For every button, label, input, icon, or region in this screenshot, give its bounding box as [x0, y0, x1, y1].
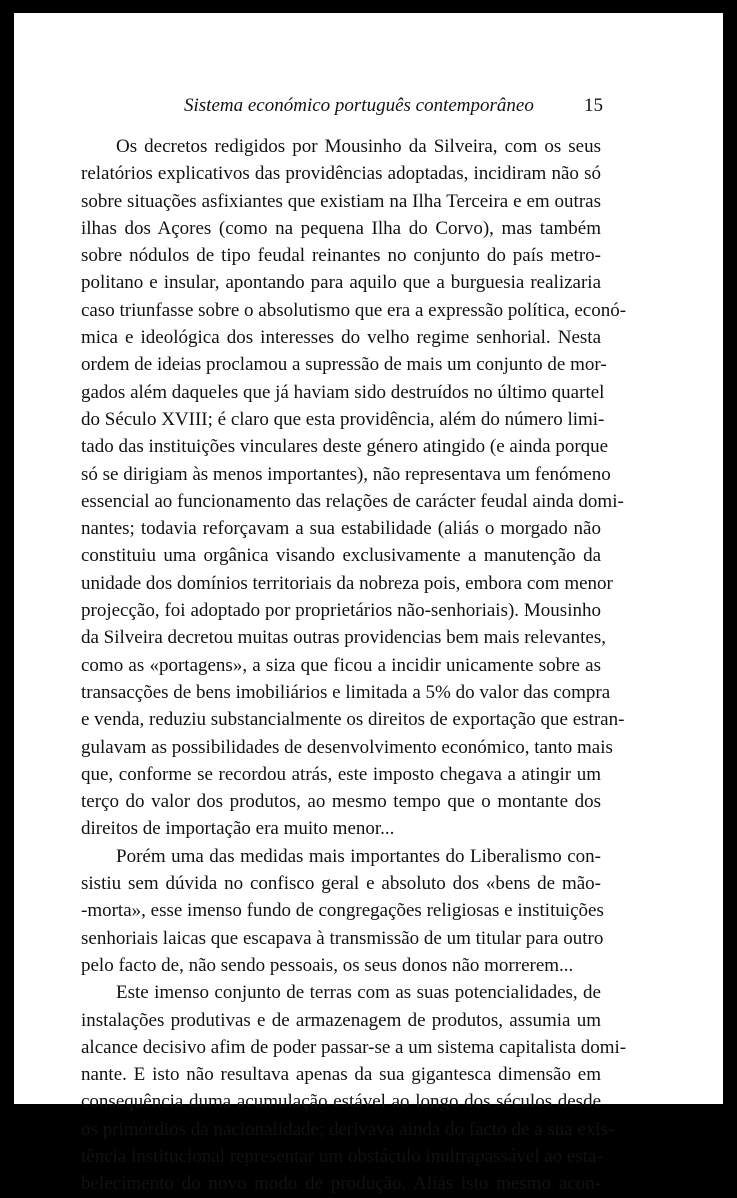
text-line: politano e insular, apontando para aquilo que a burguesia realizaria	[81, 272, 601, 294]
text-line: -morta», esse imenso fundo de congregações religiosas e instituições	[81, 900, 604, 922]
text-line: tência institucional representar um obstáculo inultrapassável ao esta-	[81, 1145, 603, 1167]
text-line: transacções de bens imobiliários e limitada a 5% do valor das compra	[81, 681, 611, 703]
text-line: belecimento do novo modo de produção. Aliás isto mesmo acon-	[81, 1173, 601, 1195]
body-text	[81, 133, 627, 1198]
paragraph-1	[81, 133, 627, 843]
text-line: ordem de ideias proclamou a supressão de mais um conjunto de mor-	[81, 354, 607, 376]
text-line: caso triunfasse sobre o absolutismo que era a expressão política, econó-	[81, 299, 627, 321]
text-line: e venda, reduziu substancialmente os direitos de exportação que estran-	[81, 709, 625, 731]
text-line: sobre situações asfixiantes que existiam na Ilha Terceira e em outras	[81, 190, 601, 212]
text-line: mica e ideológica dos interesses do velho regime senhorial. Nesta	[81, 327, 601, 349]
text-line: nante. E isto não resultava apenas da sua gigantesca dimensão em	[81, 1064, 601, 1086]
text-line: que, conforme se recordou atrás, este imposto chegava a atingir um	[81, 763, 601, 785]
book-page	[14, 13, 723, 1195]
text-line: sistiu sem dúvida no confisco geral e absoluto dos «bens de mão-	[81, 873, 601, 895]
text-line: gados além daqueles que já haviam sido destruídos no último quartel	[81, 381, 605, 403]
text-line: Os decretos redigidos por Mousinho da Silveira, com os seus	[116, 136, 601, 157]
text-line: terço do valor dos produtos, ao mesmo tempo que o montante dos	[81, 791, 601, 813]
text-line: relatórios explicativos das providências adoptadas, incidiram não só	[81, 163, 601, 185]
text-line: como as «portagens», a siza que ficou a incidir unicamente sobre as	[81, 654, 601, 676]
text-line: alcance decisivo afim de poder passar-se a um sistema capitalista domi-	[81, 1036, 627, 1058]
text-line: do Século XVIII; é claro que esta providência, além do número limi-	[81, 408, 605, 430]
text-line: projecção, foi adoptado por proprietários não-senhoriais). Mousinho	[81, 600, 601, 622]
page-number: 15	[584, 95, 603, 116]
text-line: da Silveira decretou muitas outras providencias bem mais relevantes,	[81, 627, 606, 649]
text-line: Este imenso conjunto de terras com as suas potencialidades, de	[116, 982, 601, 1004]
text-line: nantes; todavia reforçavam a sua estabilidade (aliás o morgado não	[81, 518, 601, 540]
text-line: tado das instituições vinculares deste género atingido (e ainda porque	[81, 436, 609, 458]
text-line: sobre nódulos de tipo feudal reinantes no conjunto do país metro-	[81, 245, 601, 267]
text-line: Porém uma das medidas mais importantes do Liberalismo con-	[116, 845, 601, 867]
running-header-title: Sistema económico português contemporâneo	[184, 95, 534, 116]
text-line: gulavam as possibilidades de desenvolvimento económico, tanto mais	[81, 736, 613, 758]
text-line: unidade dos domínios territoriais da nobreza pois, embora com menor	[81, 572, 613, 594]
text-line: constituiu uma orgânica visando exclusivamente a manutenção da	[81, 545, 601, 567]
text-line: direitos de importação era muito menor...	[81, 818, 395, 840]
text-line: senhoriais laicas que escapava à transmissão de um titular para outro	[81, 927, 604, 949]
text-line: consequência duma acumulação estável ao longo dos séculos desde	[81, 1091, 601, 1113]
text-line: ilhas dos Açores (como na pequena Ilha do Corvo), mas também	[81, 217, 601, 239]
paragraph-3	[81, 979, 627, 1197]
text-line: instalações produtivas e de armazenagem de produtos, assumia um	[81, 1009, 601, 1031]
text-line: essencial ao funcionamento das relações de carácter feudal ainda domi-	[81, 490, 624, 512]
text-line: só se dirigiam às menos importantes), não representava um fenómeno	[81, 463, 611, 485]
paragraph-2	[81, 843, 604, 979]
text-line: pelo facto de, não sendo pessoais, os seus donos não morrerem...	[81, 954, 574, 976]
text-line: os primórdios da nacionalidade; derivava ainda do facto de a sua exis-	[81, 1118, 615, 1140]
